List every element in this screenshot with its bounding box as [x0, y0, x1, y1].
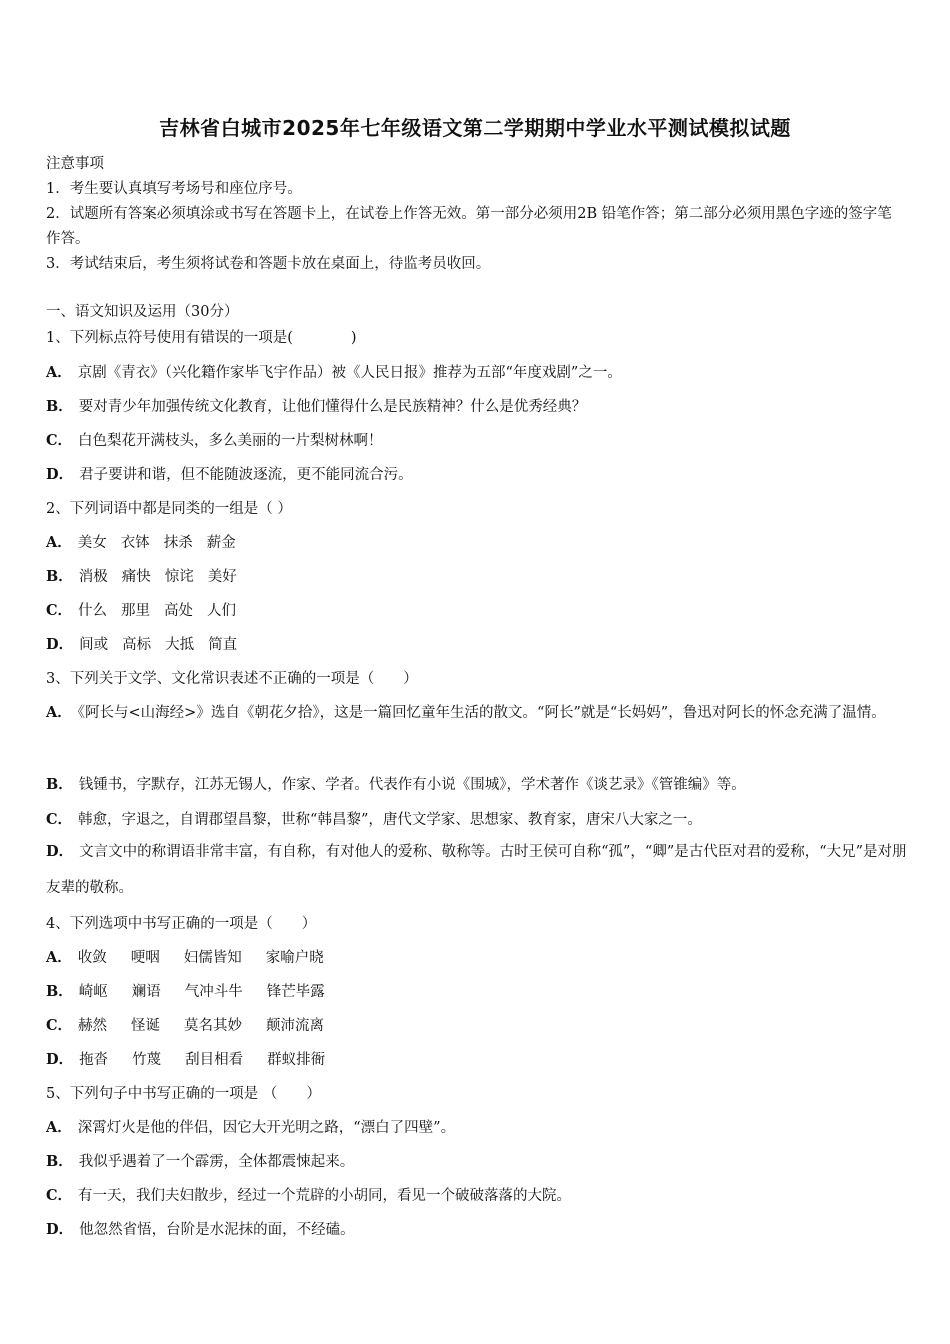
option-word: 人们 — [207, 603, 237, 619]
option-word: 什么 — [78, 603, 108, 619]
option-text: 京剧《青衣》（兴化籍作家毕飞宇作品）被《人民日报》推荐为五部“年度戏剧”之一。 — [77, 365, 622, 381]
option-word: 怪诞 — [131, 1018, 161, 1034]
option-word: 家喻户晓 — [265, 950, 324, 966]
option-row — [46, 980, 908, 1001]
question-stem: 4、下列选项中书写正确的一项是（ ） — [46, 916, 317, 932]
option-row — [46, 429, 908, 450]
option-text: 文言文中的称谓语非常丰富，有自称，有对他人的爱称、敬称等。古时王侯可自称“孤”，“卿”是古代臣对君的爱称，“大兄”是对朋友辈的敬称。 — [46, 844, 907, 896]
option-row — [46, 361, 908, 382]
option-word: 美女 — [77, 535, 107, 551]
option-word: 间或 — [79, 637, 109, 653]
question-stem: 5、下列句子中书写正确的一项是 （ ） — [46, 1086, 321, 1102]
section-heading: 一、语文知识及运用（30分） — [46, 304, 239, 320]
option-label: C． — [46, 1187, 73, 1204]
option-label: C． — [46, 811, 73, 828]
option-word: 抹杀 — [163, 535, 193, 551]
option-word: 消极 — [78, 569, 108, 585]
option-word: 哽咽 — [130, 950, 160, 966]
option-label: C． — [46, 1017, 73, 1034]
option-label: A． — [46, 534, 72, 551]
option-text: 君子要讲和谐，但不能随波逐流，更不能同流合污。 — [79, 467, 413, 483]
question-stem: 1、下列标点符号使用有错误的一项是( ) — [46, 330, 357, 346]
option-row — [46, 463, 908, 484]
option-row — [46, 1184, 908, 1205]
option-word: 群蚁排衙 — [267, 1052, 326, 1068]
option-text: 有一天，我们夫妇散步，经过一个荒辟的小胡同，看见一个破破落落的大院。 — [78, 1188, 572, 1204]
option-label: D． — [46, 466, 74, 483]
option-word: 气冲斗牛 — [184, 984, 243, 1000]
option-row — [46, 1048, 908, 1069]
option-word: 衣钵 — [120, 535, 150, 551]
option-row — [46, 1218, 908, 1239]
option-row — [46, 695, 908, 731]
option-text: 《阿长与<山海经>》选自《朝花夕拾》，这是一篇回忆童年生活的散文。“阿长”就是“长妈妈”，鲁迅对阿长的怀念充满了温情。 — [77, 705, 886, 721]
notes-block — [46, 152, 906, 277]
option-word: 高处 — [164, 603, 194, 619]
option-word: 赫然 — [78, 1018, 108, 1034]
option-row — [46, 946, 908, 967]
option-word: 美好 — [207, 569, 237, 585]
option-label: B． — [46, 398, 73, 415]
option-label: A． — [46, 364, 72, 381]
option-row — [46, 599, 908, 620]
option-row — [46, 1116, 908, 1137]
option-row — [46, 1150, 908, 1171]
option-row — [46, 531, 908, 552]
option-row — [46, 834, 908, 906]
option-word: 薪金 — [206, 535, 236, 551]
option-text: 我似乎遇着了一个霹雳，全体都震悚起来。 — [78, 1154, 355, 1170]
note-item: 2．试题所有答案必须填涂或书写在答题卡上，在试卷上作答无效。第一部分必须用2B 铅笔作答；第二部分必须用黑色字迹的签字笔作答。 — [46, 206, 892, 247]
option-row — [46, 633, 908, 654]
option-word: 大抵 — [165, 637, 195, 653]
option-row — [46, 565, 908, 586]
option-label: D． — [46, 1221, 74, 1238]
page-title: 吉林省白城市2025年七年级语文第二学期期中学业水平测试模拟试题 — [159, 116, 791, 140]
option-label: C． — [46, 602, 73, 619]
option-word: 颠沛流离 — [266, 1018, 325, 1034]
option-word: 锋芒毕露 — [266, 984, 325, 1000]
option-text: 白色梨花开满枝头，多么美丽的一片梨树林啊！ — [78, 433, 383, 449]
notes-heading: 注意事项 — [46, 156, 104, 172]
option-word: 崎岖 — [78, 984, 108, 1000]
option-text: 要对青少年加强传统文化教育，让他们懂得什么是民族精神？什么是优秀经典？ — [78, 399, 587, 415]
option-label: B． — [46, 1153, 73, 1170]
option-label: B． — [46, 983, 73, 1000]
option-word: 竹蔑 — [132, 1052, 162, 1068]
option-row — [46, 773, 908, 794]
option-label: A． — [46, 1119, 72, 1136]
option-label: B． — [46, 776, 73, 793]
option-text: 深霄灯火是他的伴侣，因它大开光明之路，“漂白了四壁”。 — [77, 1120, 456, 1136]
option-word: 刮目相看 — [185, 1052, 244, 1068]
option-label: C． — [46, 432, 73, 449]
option-word: 拖沓 — [79, 1052, 109, 1068]
option-word: 斓语 — [131, 984, 161, 1000]
option-label: A． — [46, 949, 72, 966]
option-word: 简直 — [208, 637, 238, 653]
option-word: 妇儒皆知 — [183, 950, 242, 966]
option-row — [46, 808, 908, 829]
option-word: 收敛 — [77, 950, 107, 966]
option-word: 高标 — [122, 637, 152, 653]
option-row — [46, 395, 908, 416]
question-stem: 2、下列词语中都是同类的一组是（ ） — [46, 501, 292, 517]
option-word: 痛快 — [121, 569, 151, 585]
option-label: D． — [46, 1051, 74, 1068]
note-item: 1．考生要认真填写考场号和座位序号。 — [46, 181, 302, 197]
option-word: 惊诧 — [164, 569, 194, 585]
option-label: A． — [46, 704, 72, 721]
note-item: 3．考试结束后，考生须将试卷和答题卡放在桌面上，待监考员收回。 — [46, 256, 491, 272]
option-row — [46, 1014, 908, 1035]
option-word: 莫名其妙 — [184, 1018, 243, 1034]
option-text: 韩愈，字退之，自谓郡望昌黎，世称“韩昌黎”，唐代文学家、思想家、教育家，唐宋八大家之一。 — [78, 812, 702, 828]
option-text: 钱锺书，字默存，江苏无锡人，作家、学者。代表作有小说《围城》，学术著作《谈艺录》《管锥编》等。 — [78, 777, 746, 793]
option-text: 他忽然省悟，台阶是水泥抹的面，不经磕。 — [79, 1222, 355, 1238]
option-label: D． — [46, 843, 74, 860]
option-label: B． — [46, 568, 73, 585]
question-stem: 3、下列关于文学、文化常识表述不正确的一项是（ ） — [46, 671, 418, 687]
option-label: D． — [46, 636, 74, 653]
option-word: 那里 — [121, 603, 151, 619]
